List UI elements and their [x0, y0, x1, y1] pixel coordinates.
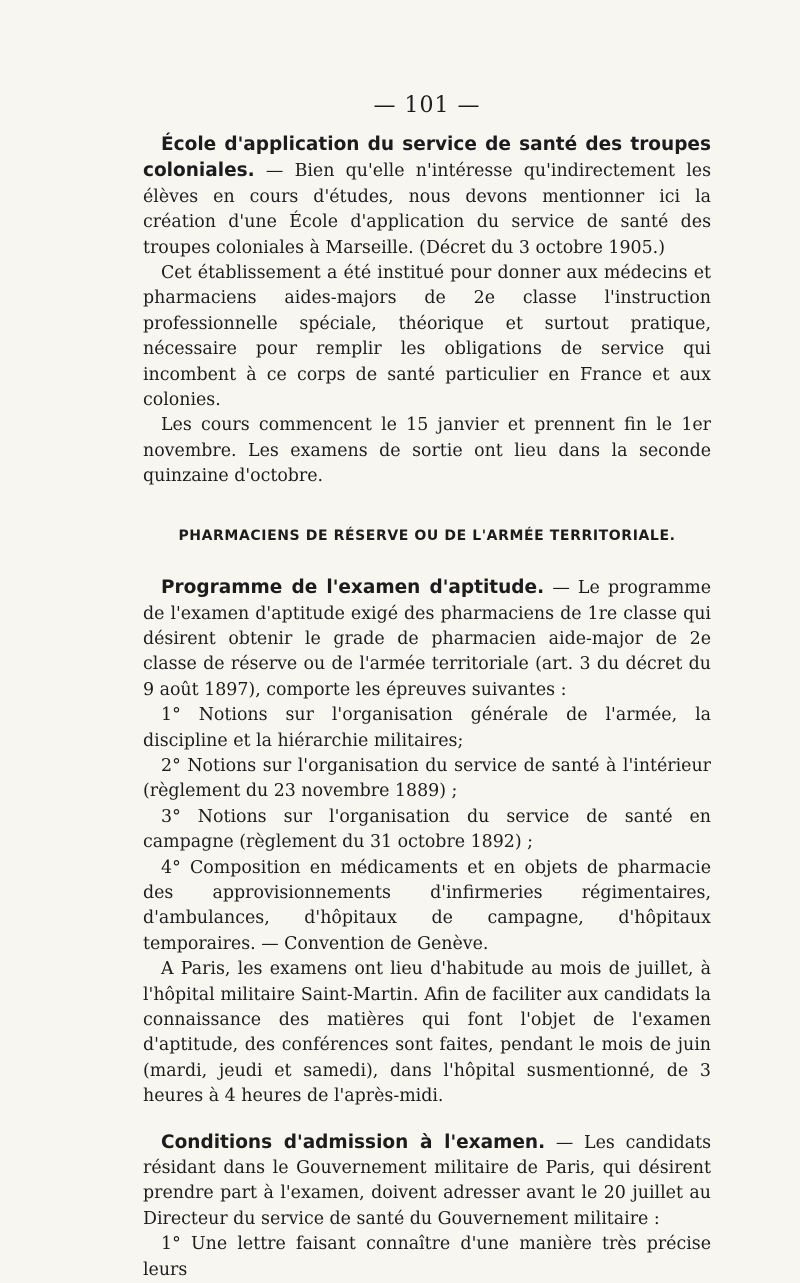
- paragraph-ecole-intro: [143, 132, 711, 261]
- document-page: [143, 92, 711, 1283]
- list-item-epreuve-1: 1° Notions sur l'organisation générale de l'armée, la discipline et la hiérarchie militaires;: [143, 705, 711, 751]
- paragraph-etablissement: Cet établissement a été institué pour donner aux médecins et pharmaciens aides-majors de 2e classe l'instruction professionnelle spéciale, théorique et surtout pratique, nécessaire pour remplir les obligations de service qui incombent à ce corps de santé particulier en France et aux colonies.: [143, 263, 711, 411]
- list-item-epreuve-3: 3° Notions sur l'organisation du service de santé en campagne (règlement du 31 octobre 1892) ;: [143, 806, 711, 853]
- heading-conditions-admission: Conditions d'admission à l'examen.: [161, 1131, 546, 1153]
- paragraph-programme: [143, 575, 711, 703]
- list-item-condition-1: 1° Une lettre faisant connaître d'une manière très précise leurs: [143, 1234, 711, 1280]
- text-conditions-intro: — Les candidats résidant dans le Gouvernement militaire de Paris, qui désirent prendre part à l'examen, doivent adresser avant le 20 juillet au Directeur du service de santé du Gouvernement militaire :: [143, 1132, 711, 1229]
- text-programme-intro: — Le programme de l'examen d'aptitude exigé des pharmaciens de 1re classe qui désirent obtenir le grade de pharmacien aide-major de 2e classe de réserve ou de l'armée territoriale (art. 3 du décret du 9 août 1897), comporte les épreuves suivantes :: [143, 578, 711, 700]
- paragraph-cours: Les cours commencent le 15 janvier et prennent fin le 1er novembre. Les examens de sortie ont lieu dans la seconde quinzaine d'octobre.: [143, 415, 711, 487]
- paragraph-conditions: [143, 1130, 711, 1233]
- list-item-epreuve-4: 4° Composition en médicaments et en objets de pharmacie des approvisionnements d'infirmeries régimentaires, d'ambulances, d'hôpitaux de campagne, d'hôpitaux temporaires. — Convention de Genève.: [143, 857, 711, 954]
- section-title-pharmaciens: PHARMACIENS DE RÉSERVE OU DE L'ARMÉE TERRITORIALE.: [178, 527, 676, 544]
- heading-ecole-application: École d'application du service de santé des troupes coloniales.: [143, 134, 711, 182]
- paragraph-paris-examens: A Paris, les examens ont lieu d'habitude au mois de juillet, à l'hôpital militaire Saint-Martin. Afin de faciliter aux candidats la connaissance des matières qui font l'objet de l'examen d'aptitude, des conférences sont faites, pendant le mois de juin (mardi, jeudi et samedi), dans l'hôpital susmentionné, de 3 heures à 4 heures de l'après-midi.: [143, 959, 711, 1107]
- text-ecole-intro: — Bien qu'elle n'intéresse qu'indirectement les élèves en cours d'études, nous devons mentionner ici la création d'une École d'application du service de santé des troupes coloniales à Marseille. (Décret du 3 octobre 1905.): [143, 161, 711, 258]
- list-item-epreuve-2: 2° Notions sur l'organisation du service de santé à l'intérieur (règlement du 23 novembre 1889) ;: [143, 755, 711, 802]
- heading-programme-examen: Programme de l'examen d'aptitude.: [161, 577, 545, 599]
- page-number: — 101 —: [373, 93, 481, 118]
